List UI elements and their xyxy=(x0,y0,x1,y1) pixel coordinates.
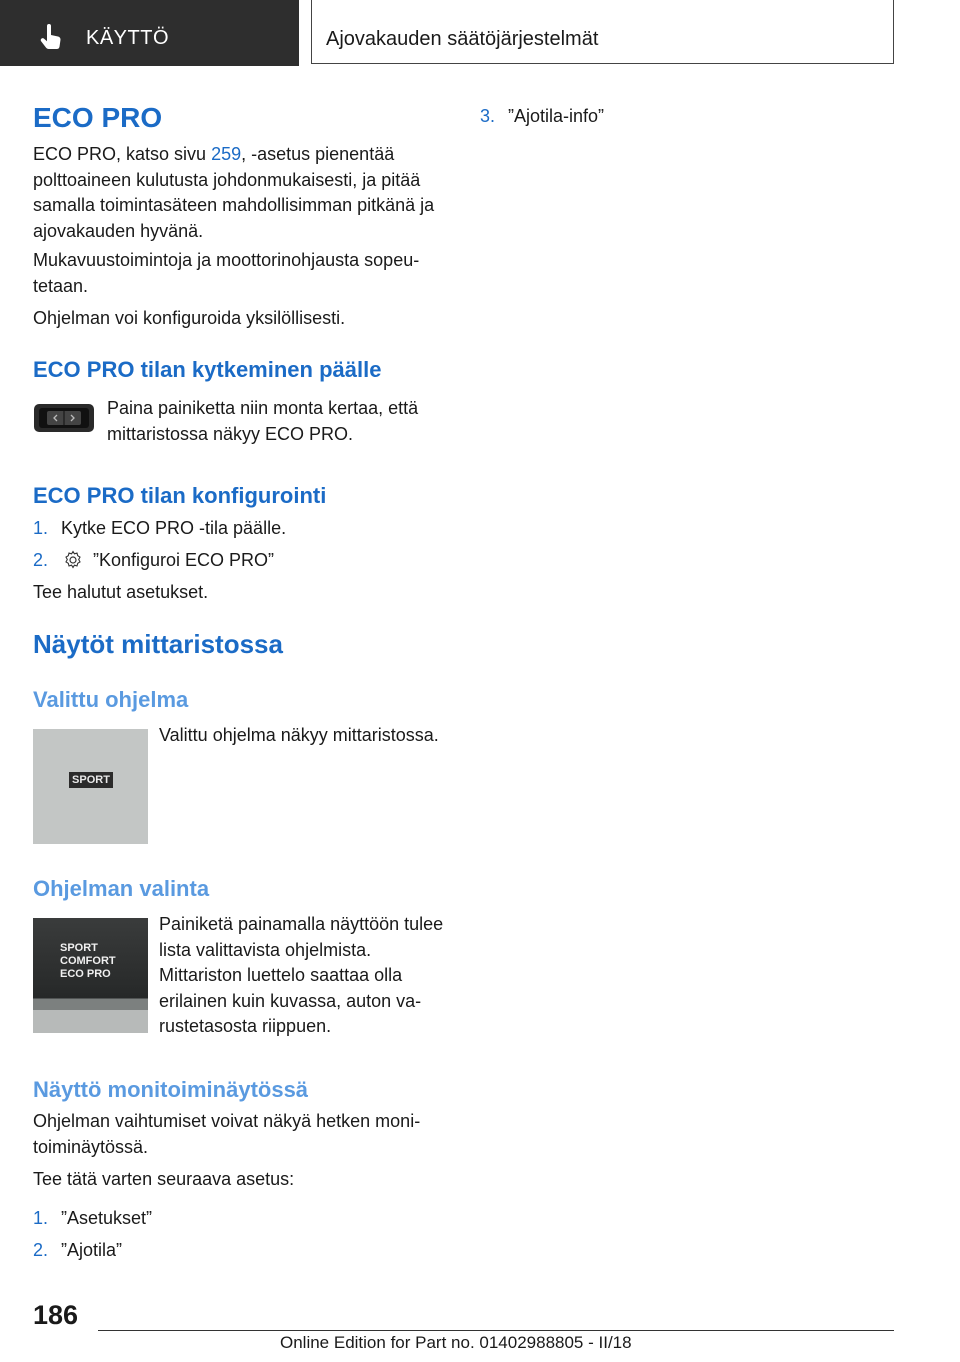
list-number: 2. xyxy=(33,1240,49,1260)
list-text: ”Konfiguroi ECO PRO” xyxy=(93,550,275,570)
multifunction-paragraph-2: Tee tätä varten seuraava asetus: xyxy=(33,1169,295,1189)
displays-heading: Näytöt mittaristossa xyxy=(33,629,283,659)
eco-pro-on-heading: ECO PRO tilan kytkeminen päälle xyxy=(33,357,382,382)
page-number: 186 xyxy=(33,1300,79,1330)
program-item: SPORT xyxy=(60,942,98,954)
chapter-tab xyxy=(311,0,894,64)
eco-pro-paragraph-3: Ohjelman voi konfiguroida yksilöllisesti. xyxy=(33,308,346,328)
edition-text: Online Edition for Part no. 01402988805 - II/18 xyxy=(280,1333,632,1352)
list-item xyxy=(480,104,604,130)
list-item xyxy=(33,548,274,574)
program-choice-text: Painiketä painamalla näyttöön tulee lista valittavista ohjelmista. Mittariston luettelo saattaa olla erilainen kuin kuvassa, auton varustetasosta riippuen. xyxy=(159,914,444,1036)
list-text: ”Ajotila” xyxy=(61,1240,123,1260)
program-list-figure xyxy=(33,918,148,1033)
sport-label: SPORT xyxy=(69,772,113,788)
list-item xyxy=(33,1206,152,1232)
eco-pro-heading: ECO PRO xyxy=(33,102,163,133)
selected-program-heading: Valittu ohjelma xyxy=(33,687,189,712)
section-tab xyxy=(0,0,299,66)
page-link-259[interactable]: 259 xyxy=(211,144,242,164)
pointing-hand-icon xyxy=(38,24,64,52)
eco-pro-on-text: Paina painiketta niin monta kertaa, että mittaristossa näkyy ECO PRO. xyxy=(107,398,419,444)
eco-pro-paragraph-1 xyxy=(33,142,445,244)
selected-program-text: Valittu ohjelma näkyy mittaristossa. xyxy=(159,725,439,745)
gear-icon xyxy=(63,550,83,570)
config-after-text: Tee halutut asetukset. xyxy=(33,582,209,602)
list-number: 2. xyxy=(33,550,49,570)
eco-pro-text-b: , -asetus pienentää polttoaineen kulutusta johdonmukaisesti, ja pitää samalla toimintasäteen mahdollisimman pitkänä ja ajovakauden hyvänä. xyxy=(33,144,435,241)
list-number: 1. xyxy=(33,1208,49,1228)
footer-divider xyxy=(98,1330,894,1331)
program-list xyxy=(60,942,116,981)
list-number: 3. xyxy=(480,106,496,126)
list-number: 1. xyxy=(33,518,49,538)
program-item: COMFORT xyxy=(60,955,116,967)
eco-pro-paragraph-2: Mukavuustoimintoja ja moottorinohjausta sopeutetaan. xyxy=(33,250,420,296)
chapter-title: Ajovakauden säätöjärjestelmät xyxy=(326,28,599,50)
page-header xyxy=(0,0,960,66)
list-text: Kytke ECO PRO -tila päälle. xyxy=(61,518,287,538)
program-choice-heading: Ohjelman valinta xyxy=(33,876,210,901)
list-item xyxy=(33,1238,122,1264)
list-text: ”Asetukset” xyxy=(61,1208,153,1228)
program-item: ECO PRO xyxy=(60,968,111,980)
section-tab-label: KÄYTTÖ xyxy=(86,27,170,49)
eco-pro-text-a: ECO PRO, katso sivu xyxy=(33,144,212,164)
multifunction-paragraph-1: Ohjelman vaihtumiset voivat näkyä hetken monitoiminäytössä. xyxy=(33,1111,421,1157)
selected-program-figure xyxy=(33,729,148,844)
eco-pro-config-heading: ECO PRO tilan konfigurointi xyxy=(33,483,327,508)
list-text: ”Ajotila-info” xyxy=(508,106,605,126)
drive-mode-switch-figure xyxy=(33,402,95,434)
list-item xyxy=(33,516,286,542)
multifunction-display-heading: Näyttö monitoiminäytössä xyxy=(33,1077,309,1102)
